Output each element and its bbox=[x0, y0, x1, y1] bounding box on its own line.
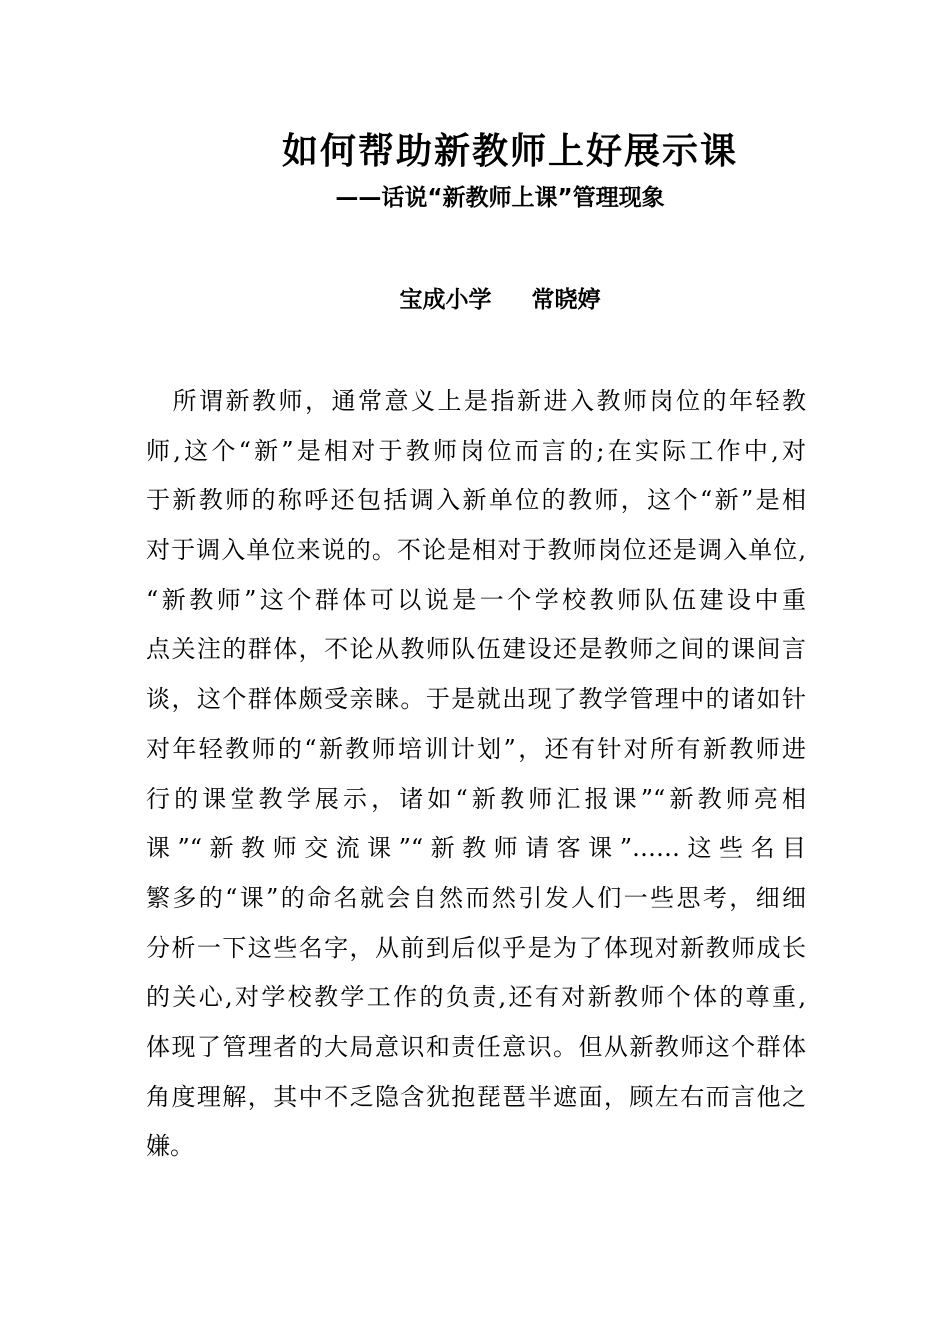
paragraph-line: 行的课堂教学展示，诸如“新教师汇报课”“新教师亮相 bbox=[146, 784, 806, 813]
paragraph-line: 分析一下这些名字，从前到后似乎是为了体现对新教师成长 bbox=[146, 933, 806, 962]
paragraph-line: 角度理解，其中不乏隐含犹抱琵琶半遮面，顾左右而言他之 bbox=[146, 1082, 806, 1111]
body-paragraph bbox=[146, 377, 806, 1172]
school-name: 宝成小学 bbox=[399, 287, 492, 313]
paragraph-line: 师,这个“新”是相对于教师岗位而言的;在实际工作中,对 bbox=[146, 436, 806, 465]
author-name: 常晓婷 bbox=[531, 287, 601, 313]
paragraph-line: “新教师”这个群体可以说是一个学校教师队伍建设中重 bbox=[146, 585, 806, 614]
paragraph-line: 的关心,对学校教学工作的负责,还有对新教师个体的尊重, bbox=[146, 983, 806, 1012]
paragraph-line: 所谓新教师，通常意义上是指新进入教师岗位的年轻教 bbox=[146, 387, 806, 415]
document-title: 如何帮助新教师上好展示课 bbox=[281, 130, 738, 172]
paragraph-line: 于新教师的称呼还包括调入新单位的教师，这个“新”是相 bbox=[146, 486, 806, 515]
paragraph-line: 谈，这个群体颇受亲睐。于是就出现了教学管理中的诸如针 bbox=[146, 685, 806, 714]
paragraph-line: 对年轻教师的“新教师培训计划”，还有针对所有新教师进 bbox=[146, 734, 806, 763]
document-subtitle: ——话说“新教师上课”管理现象 bbox=[335, 185, 665, 211]
author-line bbox=[0, 282, 950, 318]
paragraph-line: 繁多的“课”的命名就会自然而然引发人们一些思考，细细 bbox=[146, 883, 806, 912]
paragraph-line: 体现了管理者的大局意识和责任意识。但从新教师这个群体 bbox=[146, 1032, 806, 1061]
paragraph-line: 点关注的群体，不论从教师队伍建设还是教师之间的课间言 bbox=[146, 635, 806, 664]
paragraph-line: 嫌。 bbox=[146, 1132, 194, 1161]
paragraph-line: 课”“新教师交流课”“新教师请客课”……这些名目 bbox=[146, 834, 806, 863]
paragraph-line: 对于调入单位来说的。不论是相对于教师岗位还是调入单位, bbox=[146, 536, 806, 565]
